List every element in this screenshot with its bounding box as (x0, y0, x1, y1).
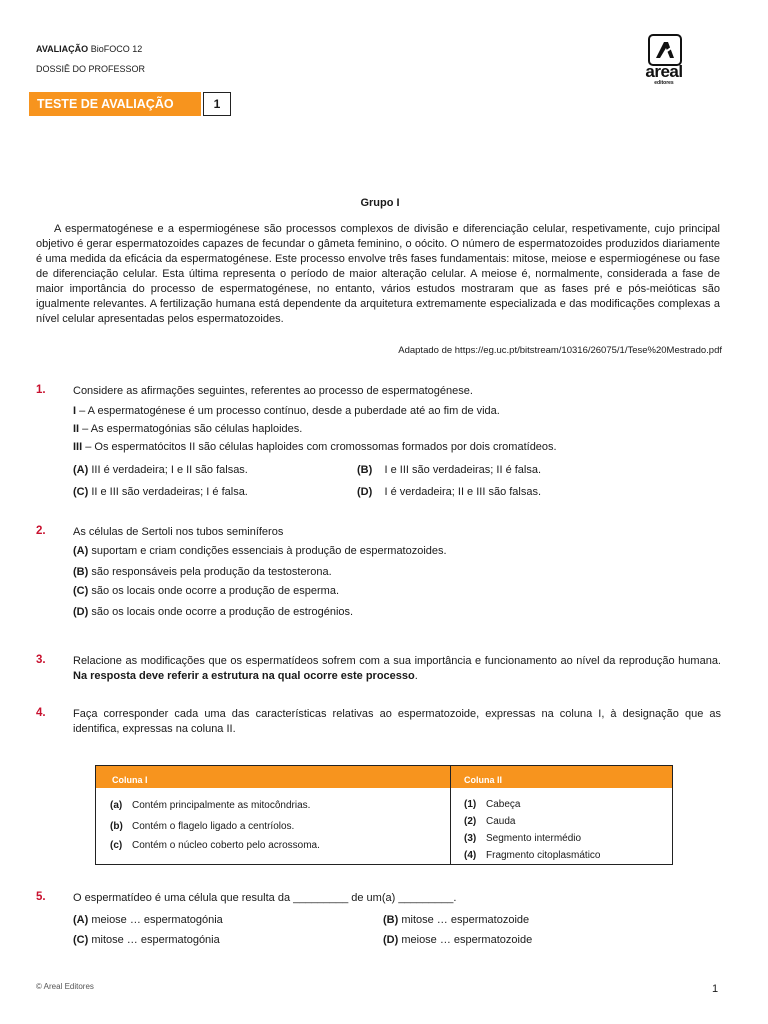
q1-option-d[interactable]: (D) I é verdadeira; II e III são falsas. (357, 486, 542, 498)
q5-option-b[interactable]: (B) mitose … espermatozoide (383, 914, 530, 926)
q5-option-c[interactable]: (C) mitose … espermatogónia (73, 934, 220, 946)
col2-item-4: (4) Fragmento citoplasmático (464, 850, 601, 861)
q1-option-c[interactable]: (C) II e III são verdadeiras; I é falsa. (73, 486, 248, 498)
areal-logo (634, 34, 694, 88)
col2-item-3: (3) Segmento intermédio (464, 833, 582, 844)
header-title-rest: BioFOCO 12 (90, 44, 143, 54)
q3-bold-instruction: Na resposta deve referir a estrutura na qual ocorre este processo (73, 670, 415, 682)
intro-paragraph: A espermatogénese e a espermiogénese são processos complexos de divisão e diferenciação celular, respetivamente, cujo principal objetivo é gerar espermatozoides capazes de fecundar o gâmeta feminino, o oócito. O número de espermatozoides produzidos diariamente é uma medida da eficácia da espermatogénese. Este processo envolve três fases fundamentais: mitose, meiose e espermiogénese ou fase de diferenciação celular. Esta última representa o período de maior alteração celular. A meiose é, normalmente, considerada a fase de maior importância do processo de espermatogénese, no entanto, vários estudos mostraram que as fases pré e pós-meióticas são igualmente relevantes. A fertilização humana está dependente da arquitetura extremamente especializada e das modificações complexas a nível celular apresentadas pelos espermatozoides. (36, 223, 720, 325)
header-subtitle: DOSSIÊ DO PROFESSOR (36, 64, 146, 74)
col1-header: Coluna I (112, 775, 148, 785)
q3-number: 3. (36, 654, 46, 666)
col2-item-1: (1) Cabeça (464, 799, 521, 810)
q5-text: O espermatídeo é uma célula que resulta da _________ de um(a) _________. (73, 892, 457, 904)
q1-statement-3: III – Os espermatócitos II são células haploides com cromossomas formados por dois cromatídeos. (73, 441, 557, 453)
q5-number: 5. (36, 891, 46, 903)
q1-statement-2: II – As espermatogónias são células haploides. (73, 423, 303, 435)
q2-text: As células de Sertoli nos tubos seminíferos (73, 526, 284, 538)
q1-option-b[interactable]: (B) I e III são verdadeiras; II é falsa. (357, 464, 542, 476)
col1-item-b: (b) Contém o flagelo ligado a centríolos. (110, 821, 295, 832)
source-citation: Adaptado de https://eg.uc.pt/bitstream/10316/26075/1/Tese%20Mestrado.pdf (398, 345, 722, 356)
logo-word: areal (645, 62, 683, 81)
q4-number: 4. (36, 707, 46, 719)
q2-option-a[interactable]: (A) suportam e criam condições essenciais à produção de espermatozoides. (73, 545, 447, 557)
page-number: 1 (712, 983, 719, 995)
col2-item-2: (2) Cauda (464, 816, 516, 827)
col1-item-c: (c) Contém o núcleo coberto pelo acrossoma. (110, 840, 320, 851)
q1-option-a[interactable]: (A) III é verdadeira; I e II são falsas. (73, 464, 248, 476)
test-number: 1 (203, 92, 231, 116)
group-title: Grupo I (360, 197, 400, 209)
q2-option-d[interactable]: (D) são os locais onde ocorre a produção de estrogénios. (73, 606, 354, 618)
q2-number: 2. (36, 525, 46, 537)
header-title (36, 44, 142, 54)
q4-text: Faça corresponder cada uma das características relativas ao espermatozoide, expressas na coluna I, à designação que as identifica, expressas na coluna II. (73, 708, 721, 735)
q2-option-b[interactable]: (B) são responsáveis pela produção da testosterona. (73, 566, 332, 578)
col1-item-a: (a) Contém principalmente as mitocôndrias. (110, 800, 311, 811)
col2-header: Coluna II (464, 775, 502, 785)
q5-option-a[interactable]: (A) meiose … espermatogónia (73, 914, 223, 926)
footer-copyright: © Areal Editores (36, 982, 94, 991)
table-divider (450, 766, 451, 864)
table-header (96, 766, 672, 788)
logo-sub: editores (654, 80, 674, 86)
q2-option-c[interactable]: (C) são os locais onde ocorre a produção de esperma. (73, 585, 339, 597)
matching-table (95, 765, 673, 865)
q1-number: 1. (36, 384, 46, 396)
q5-option-d[interactable]: (D) meiose … espermatozoide (383, 934, 533, 946)
test-label: TESTE DE AVALIAÇÃO (29, 92, 201, 116)
header-title-bold: AVALIAÇÃO (36, 44, 89, 54)
q3-text: Relacione as modificações que os espermatídeos sofrem com a sua importância e funcionamento ao nível da reprodução humana. Na resposta deve referir a estrutura na qual ocorre este processo. (73, 655, 721, 682)
q1-text: Considere as afirmações seguintes, referentes ao processo de espermatogénese. (73, 385, 473, 397)
q1-statement-1: I – A espermatogénese é um processo contínuo, desde a puberdade até ao fim de vida. (73, 405, 500, 417)
